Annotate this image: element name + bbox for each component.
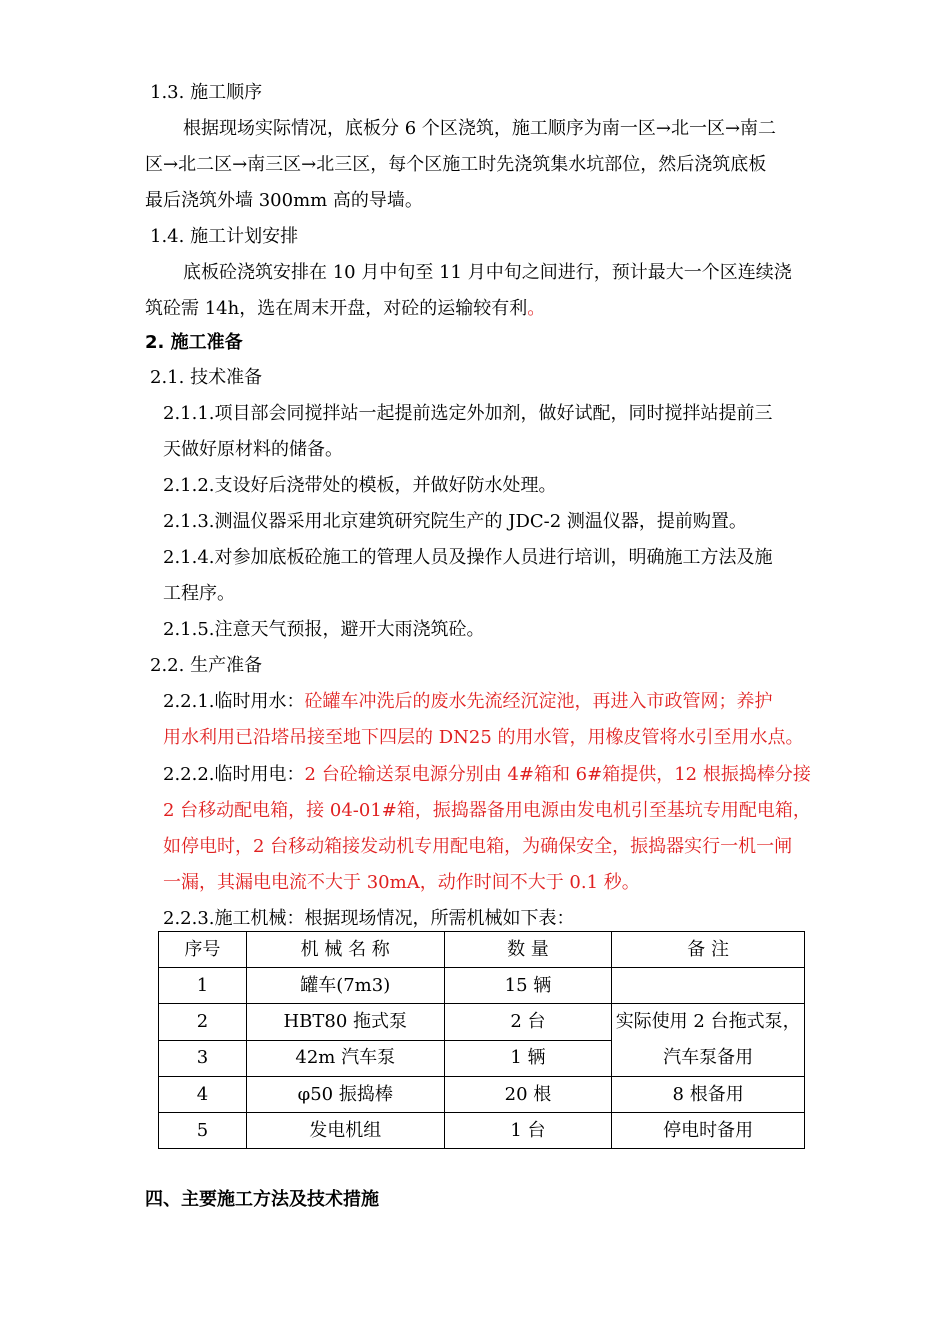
- table-header-cell: 数 量: [444, 932, 612, 968]
- table-row: [159, 968, 805, 1004]
- item-text: 2 台砼输送泵电源分别由 4#箱和 6#箱提供，12 根振捣棒分接: [304, 764, 811, 785]
- item-2-2-1: [163, 690, 773, 714]
- section-2-1-heading: 2.1. 技术准备: [150, 367, 263, 388]
- table-cell: HBT80 拖式泵: [246, 1004, 444, 1041]
- section-1-4-heading: 1.4. 施工计划安排: [150, 226, 299, 247]
- table-cell: 2 台: [444, 1004, 612, 1041]
- table-cell: 2: [159, 1004, 247, 1041]
- section-1-3-heading: 1.3. 施工顺序: [150, 82, 263, 103]
- item-label: 2.2.2.临时用电：: [163, 764, 305, 785]
- table-cell: 5: [159, 1113, 247, 1149]
- table-cell: 1 辆: [444, 1040, 612, 1077]
- table-cell: 4: [159, 1077, 247, 1113]
- table-row: [159, 1113, 805, 1149]
- paragraph-line: 最后浇筑外墙 300mm 高的导墙。: [145, 190, 423, 211]
- table-cell: 罐车(7m3): [246, 968, 444, 1004]
- table-header-cell: 备 注: [612, 932, 805, 968]
- table-row: [159, 1004, 805, 1041]
- item-2-1-1: 2.1.1.项目部会同搅拌站一起提前选定外加剂，做好试配，同时搅拌站提前三: [163, 403, 773, 424]
- table-merged-note-cell: [612, 1004, 805, 1077]
- paragraph-line: 底板砼浇筑安排在 10 月中旬至 11 月中旬之间进行，预计最大一个区连续浇: [183, 262, 792, 283]
- item-2-1-2: 2.1.2.支设好后浇带处的模板，并做好防水处理。: [163, 475, 557, 496]
- item-2-2-2-cont: 如停电时，2 台移动箱接发动机专用配电箱，为确保安全，振捣器实行一机一闸: [163, 836, 793, 857]
- section-2-2-heading: 2.2. 生产准备: [150, 655, 263, 676]
- table-cell: 1: [159, 968, 247, 1004]
- paragraph-line: [145, 297, 545, 321]
- table-cell: 3: [159, 1040, 247, 1077]
- section-4-heading: 四、主要施工方法及技术措施: [145, 1189, 379, 1210]
- paragraph-text: 筑砼需 14h，选在周末开盘，对砼的运输较有利: [145, 298, 528, 319]
- table-cell: 42m 汽车泵: [246, 1040, 444, 1077]
- item-2-2-2: [163, 763, 811, 787]
- table-row: [159, 1077, 805, 1113]
- table-header-cell: 序号: [159, 932, 247, 968]
- item-2-1-1-cont: 天做好原材料的储备。: [163, 439, 343, 460]
- table-header-cell: 机 械 名 称: [246, 932, 444, 968]
- item-2-1-3: 2.1.3.测温仪器采用北京建筑研究院生产的 JDC-2 测温仪器，提前购置。: [163, 511, 747, 532]
- item-2-2-1-cont: 用水利用已沿塔吊接至地下四层的 DN25 的用水管，用橡皮管将水引至用水点。: [163, 727, 804, 748]
- item-2-2-2-cont: 2 台移动配电箱，接 04-01#箱，振捣器备用电源由发电机引至基坑专用配电箱，: [163, 800, 811, 821]
- paragraph-line: 区→北二区→南三区→北三区，每个区施工时先浇筑集水坑部位，然后浇筑底板: [145, 154, 767, 175]
- paragraph-line: 根据现场实际情况，底板分 6 个区浇筑，施工顺序为南一区→北一区→南二: [183, 118, 777, 139]
- red-period: 。: [527, 298, 546, 319]
- item-2-2-3: 2.2.3.施工机械：根据现场情况，所需机械如下表：: [163, 908, 575, 929]
- table-cell: 15 辆: [444, 968, 612, 1004]
- item-2-1-5: 2.1.5.注意天气预报，避开大雨浇筑砼。: [163, 619, 485, 640]
- table-cell: φ50 振捣棒: [246, 1077, 444, 1113]
- item-2-1-4: 2.1.4.对参加底板砼施工的管理人员及操作人员进行培训，明确施工方法及施: [163, 547, 773, 568]
- note-line: 实际使用 2 台拖式泵，: [615, 1011, 801, 1032]
- table-cell: 停电时备用: [612, 1113, 805, 1149]
- table-header-row: [159, 932, 805, 968]
- table-cell: [612, 968, 805, 1004]
- table-cell: 8 根备用: [612, 1077, 805, 1113]
- section-2-heading: 2. 施工准备: [145, 332, 243, 353]
- item-text: 砼罐车冲洗后的废水先流经沉淀池，再进入市政管网；养护: [304, 691, 773, 712]
- item-label: 2.2.1.临时用水：: [163, 691, 305, 712]
- machinery-table: [158, 931, 805, 1149]
- table-cell: 20 根: [444, 1077, 612, 1113]
- item-2-2-2-cont: 一漏，其漏电电流不大于 30mA，动作时间不大于 0.1 秒。: [163, 872, 640, 893]
- table-cell: 发电机组: [246, 1113, 444, 1149]
- note-line: 汽车泵备用: [663, 1047, 754, 1068]
- table-cell: 1 台: [444, 1113, 612, 1149]
- item-2-1-4-cont: 工程序。: [163, 583, 235, 604]
